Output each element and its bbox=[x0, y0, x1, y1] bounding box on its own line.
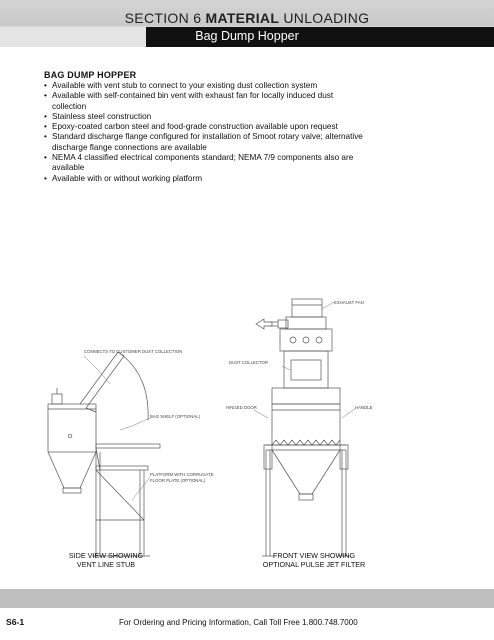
footer-contact: For Ordering and Pricing Information, Call Toll Free 1.800.748.7000 bbox=[119, 618, 358, 627]
label-exhaust-fan: EXHAUST FAN bbox=[334, 300, 364, 305]
feature-item: • Available with self-contained bin vent with exhaust fan for locally induced dust collection bbox=[44, 91, 364, 112]
front-view-caption bbox=[244, 552, 384, 569]
section-name: MATERIAL bbox=[205, 10, 280, 26]
front-view-drawing bbox=[254, 299, 356, 556]
label-handle: HANDLE bbox=[355, 405, 373, 410]
label-dust-collector: DUST COLLECTOR bbox=[229, 360, 268, 365]
feature-item: • Epoxy-coated carbon steel and food-grade construction available upon request bbox=[44, 122, 364, 132]
section-suffix: UNLOADING bbox=[283, 10, 370, 26]
feature-item: • Available with vent stub to connect to your existing dust collection system bbox=[44, 81, 364, 91]
feature-item: • Stainless steel construction bbox=[44, 112, 364, 122]
label-platform-line1: PLATFORM WITH CORRUGATE bbox=[150, 472, 214, 477]
side-view-drawing bbox=[48, 352, 160, 556]
front-caption-line1: FRONT VIEW SHOWING bbox=[272, 551, 356, 560]
label-bag-shelf: BAG SHELF (OPTIONAL) bbox=[150, 414, 200, 419]
label-platform-line2: FLOOR PLATE (OPTIONAL) bbox=[150, 478, 206, 483]
feature-item: • Standard discharge flange configured for installation of Smoot rotary valve; alternative discharge flange connections are available bbox=[44, 132, 364, 153]
section-prefix: SECTION 6 bbox=[124, 10, 202, 26]
page-number: S6-1 bbox=[6, 617, 25, 627]
side-view-caption bbox=[56, 552, 156, 569]
front-caption-line2: OPTIONAL PULSE JET FILTER bbox=[262, 559, 366, 569]
side-caption-line2: VENT LINE STUB bbox=[76, 559, 136, 569]
page-subtitle: Bag Dump Hopper bbox=[195, 29, 299, 43]
footer-bar bbox=[0, 589, 494, 608]
feature-item: • Available with or without working platform bbox=[44, 174, 364, 184]
label-dust-collection: CONNECTS TO CUSTOMER DUST COLLECTION bbox=[84, 349, 183, 354]
side-caption-line1: SIDE VIEW SHOWING bbox=[68, 551, 144, 560]
product-heading: BAG DUMP HOPPER bbox=[44, 70, 137, 80]
label-hinged-door: HINGED DOOR bbox=[226, 405, 257, 410]
feature-item: • NEMA 4 classified electrical components standard; NEMA 7/9 components also are available bbox=[44, 153, 364, 174]
